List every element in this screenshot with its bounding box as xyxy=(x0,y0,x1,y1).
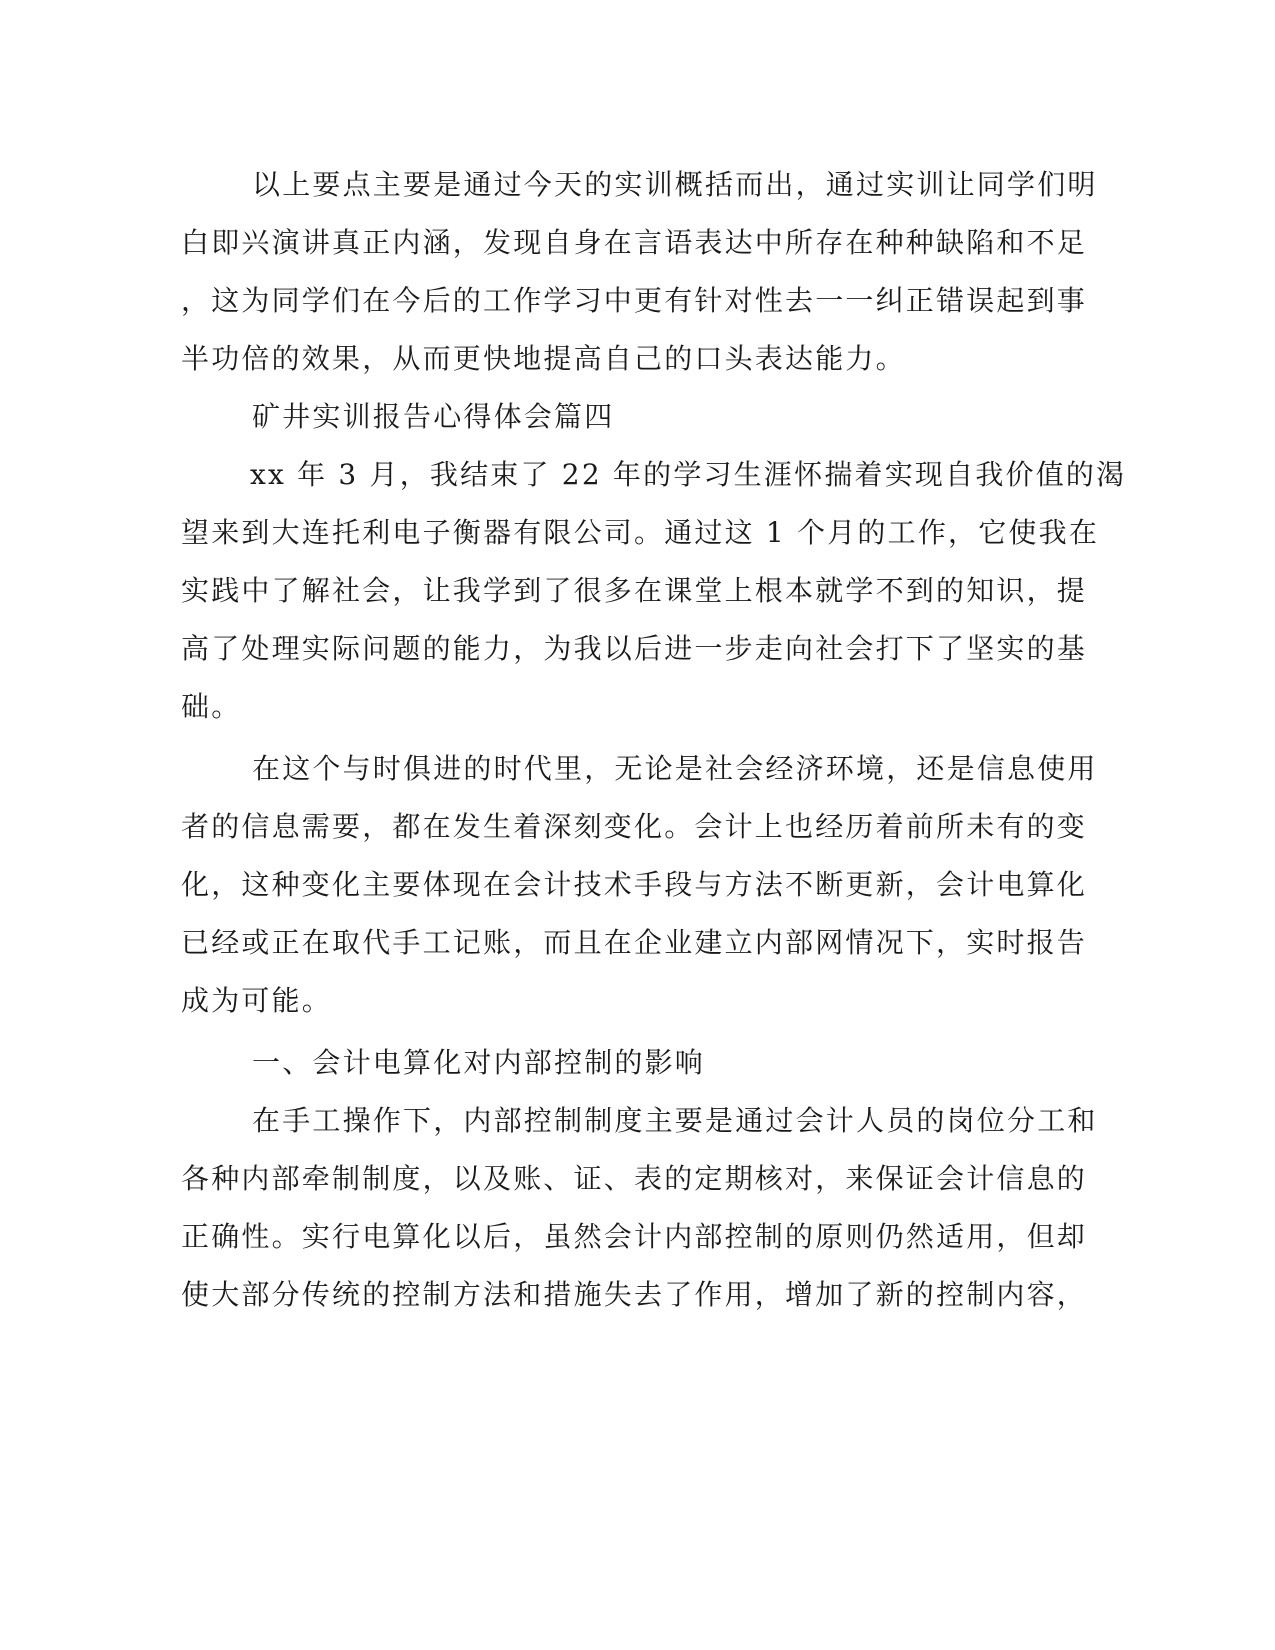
paragraph-4-line-4: 使大部分传统的控制方法和措施失去了作用，增加了新的控制内容， xyxy=(181,1278,1088,1311)
paragraph-3-line-5: 成为可能。 xyxy=(181,984,333,1017)
paragraph-2-line-5: 础。 xyxy=(181,690,242,723)
paragraph-2-line-2: 望来到大连托利电子衡器有限公司。通过这 1 个月的工作，它使我在 xyxy=(181,516,1100,549)
paragraph-4-line-3: 正确性。实行电算化以后，虽然会计内部控制的原则仍然适用，但却 xyxy=(181,1220,1088,1253)
paragraph-2-line-4: 高了处理实际问题的能力，为我以后进一步走向社会打下了坚实的基 xyxy=(181,632,1088,665)
paragraph-1-line-1: 以上要点主要是通过今天的实训概括而出，通过实训让同学们明 xyxy=(252,168,1098,201)
paragraph-1-line-2: 白即兴演讲真正内涵，发现自身在言语表达中所存在种种缺陷和不足 xyxy=(181,226,1088,259)
subsection-heading: 一、会计电算化对内部控制的影响 xyxy=(252,1046,706,1079)
paragraph-4-line-1: 在手工操作下，内部控制制度主要是通过会计人员的岗位分工和 xyxy=(252,1104,1098,1137)
paragraph-2-line-1: xx 年 3 月，我结束了 22 年的学习生涯怀揣着实现自我价值的渴 xyxy=(250,458,1127,491)
paragraph-3-line-4: 已经或正在取代手工记账，而且在企业建立内部网情况下，实时报告 xyxy=(181,926,1088,959)
paragraph-2-line-3: 实践中了解社会，让我学到了很多在课堂上根本就学不到的知识，提 xyxy=(181,574,1088,607)
section-heading: 矿井实训报告心得体会篇四 xyxy=(252,400,615,433)
paragraph-1-line-3: ，这为同学们在今后的工作学习中更有针对性去一一纠正错误起到事 xyxy=(181,284,1088,317)
paragraph-3-line-3: 化，这种变化主要体现在会计技术手段与方法不断更新，会计电算化 xyxy=(181,868,1088,901)
paragraph-1-line-4: 半功倍的效果，从而更快地提高自己的口头表达能力。 xyxy=(181,342,906,375)
paragraph-4-line-2: 各种内部牵制制度，以及账、证、表的定期核对，来保证会计信息的 xyxy=(181,1162,1088,1195)
paragraph-3-line-2: 者的信息需要，都在发生着深刻变化。会计上也经历着前所未有的变 xyxy=(181,810,1088,843)
paragraph-3-line-1: 在这个与时俱进的时代里，无论是社会经济环境，还是信息使用 xyxy=(252,752,1098,785)
